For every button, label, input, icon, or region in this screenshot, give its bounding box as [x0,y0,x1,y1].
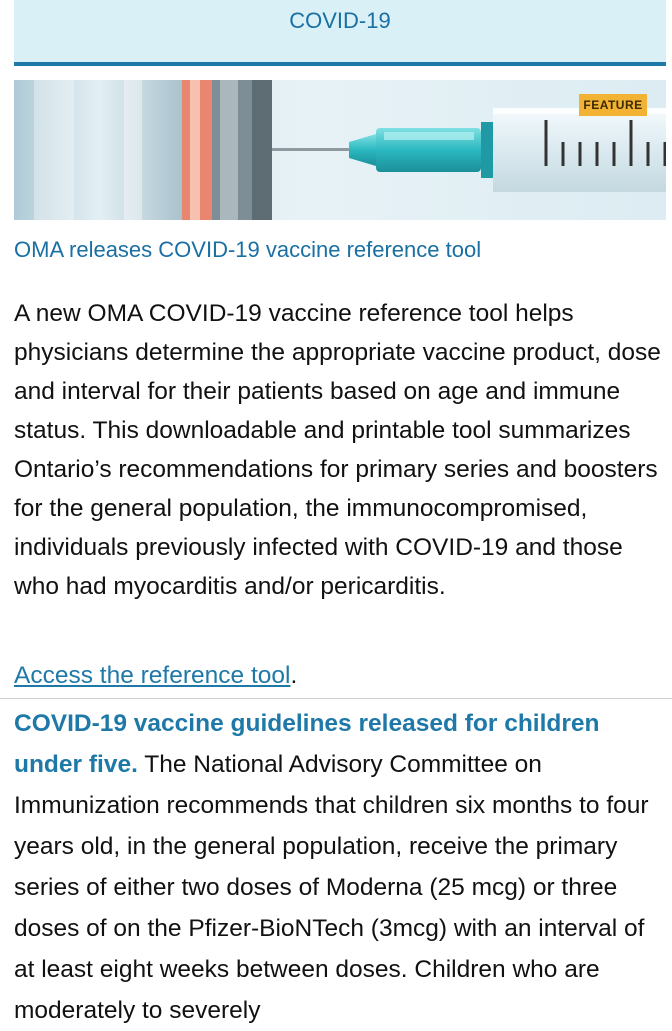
feature-article-title[interactable]: OMA releases COVID-19 vaccine reference tool [14,237,482,262]
news-headline[interactable]: COVID-19 vaccine guidelines released for children under five. [14,710,600,778]
section-title: COVID-19 [289,8,391,33]
link-suffix: . [290,662,298,689]
divider [0,698,672,699]
reference-tool-link-row [14,656,297,695]
feature-badge: FEATURE [579,94,647,116]
news-item [14,703,664,1031]
access-reference-tool-link[interactable]: Access the reference tool [14,662,291,689]
vaccine-syringe-image [14,80,666,220]
feature-article-body: A new OMA COVID-19 vaccine reference tool helps physicians determine the appropriate vaccine product, dose and interval for their patients based on age and immune status. This downloadable and printable tool summarizes Ontario’s recommendations for primary series and boosters for the general population, the immunocompromised, individuals previously infected with COVID-19 and those who had myocarditis and/or pericarditis. [14,300,661,600]
feature-image[interactable] [14,80,666,220]
section-header [14,0,666,66]
news-body: The National Advisory Committee on Immunization recommends that children six months to four years old, in the general population, receive the primary series of either two doses of Moderna (25 mcg) or three doses of on the Pfizer-BioNTech (3mcg) with an interval of at least eight weeks between doses. Children who are moderately to severely [14,751,649,1024]
